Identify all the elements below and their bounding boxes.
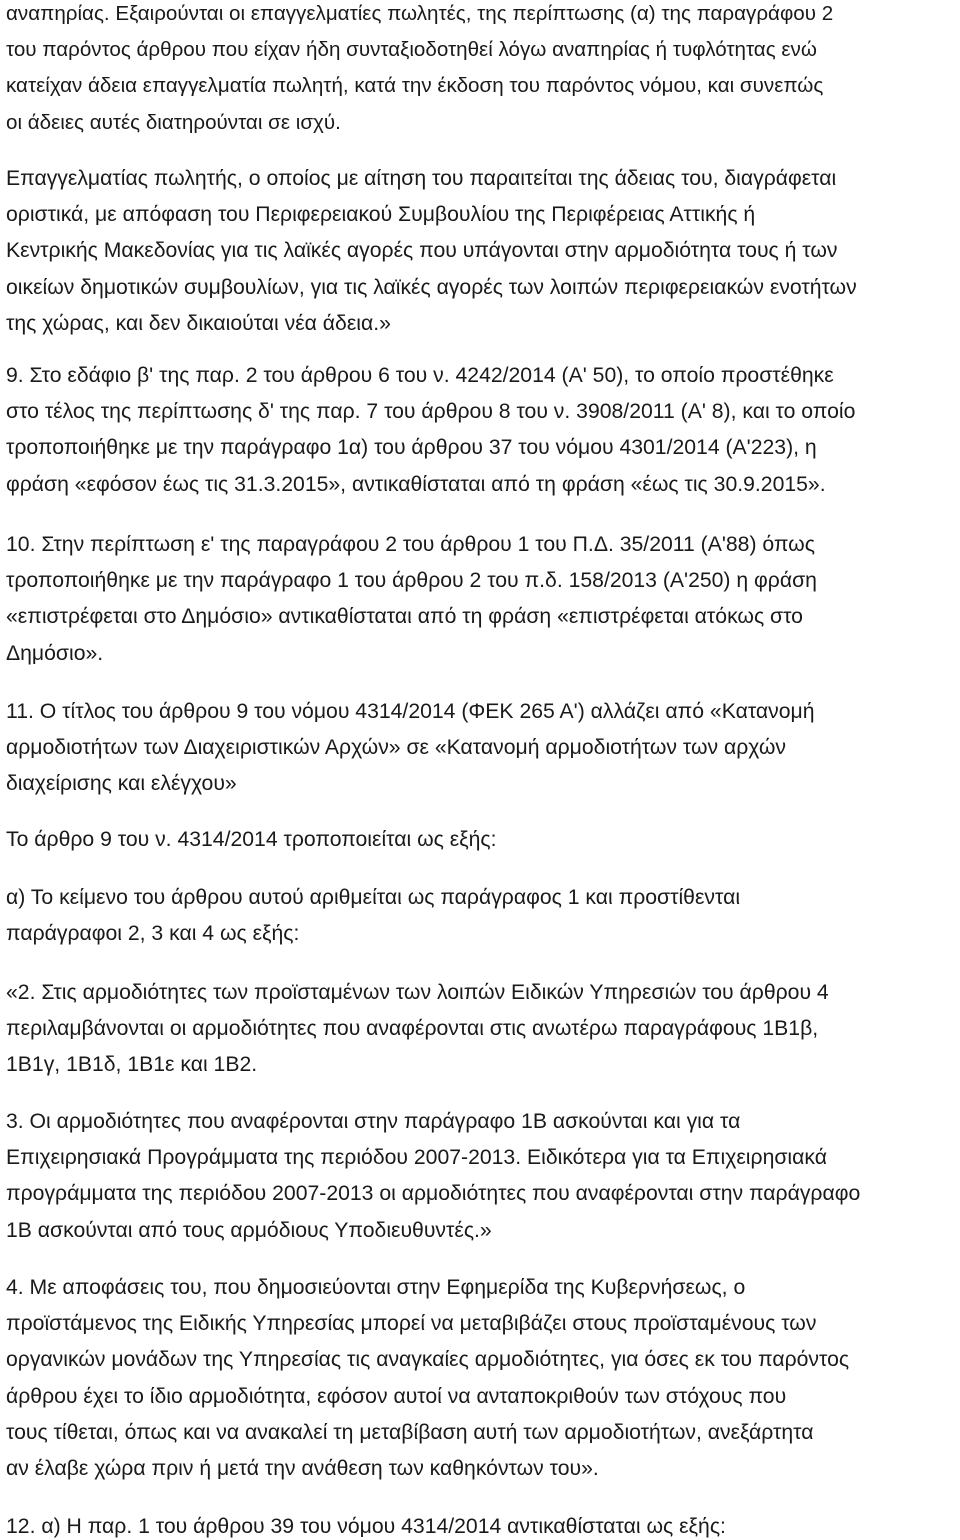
text-line: αρμοδιοτήτων των Διαχειριστικών Αρχών» σε «Κατανομή αρμοδιοτήτων των αρχών <box>6 736 786 760</box>
text-line: διαχείρισης και ελέγχου» <box>6 772 237 796</box>
text-line: 11. Ο τίτλος του άρθρου 9 του νόμου 4314/2014 (ΦΕΚ 265 Α') αλλάζει από «Κατανομή <box>6 700 815 723</box>
item-10 <box>6 527 956 672</box>
text-line: οι άδειες αυτές διατηρούνται σε ισχύ. <box>6 110 341 134</box>
text-line: «επιστρέφεται στο Δημόσιο» αντικαθίσταται από τη φράση «επιστρέφεται ατόκως στο <box>6 605 803 629</box>
text-line: αναπηρίας. Εξαιρούνται οι επαγγελματίες πωλητές, της περίπτωσης (α) της παραγράφου 2 <box>6 2 834 25</box>
text-line: στο τέλος της περίπτωσης δ' της παρ. 7 του άρθρου 8 του ν. 3908/2011 (Α' 8), και το οποίο <box>6 400 856 424</box>
text-line: 12. α) Η παρ. 1 του άρθρου 39 του νόμου 4314/2014 αντικαθίσταται ως εξής: <box>6 1515 726 1538</box>
text-line: οικείων δημοτικών συμβουλίων, για τις λαϊκές αγορές των λοιπών περιφερειακών ενοτήτων <box>6 275 857 299</box>
para-2 <box>6 975 956 1084</box>
text-line: προϊστάμενος της Ειδικής Υπηρεσίας μπορεί να μεταβιβάζει στους προϊσταμένους των <box>6 1312 817 1336</box>
item-11 <box>6 694 956 803</box>
text-line: άρθρου έχει το ίδιο αρμοδιότητα, εφόσον αυτοί να ανταποκριθούν των στόχους που <box>6 1384 787 1408</box>
text-line: φράση «εφόσον έως τις 31.3.2015», αντικαθίσταται από τη φράση «έως τις 30.9.2015». <box>6 472 826 496</box>
text-line: παράγραφοι 2, 3 και 4 ως εξής: <box>6 922 300 946</box>
text-line: αν έλαβε χώρα πριν ή μετά την ανάθεση των καθηκόντων του». <box>6 1457 599 1481</box>
text-line: 9. Στο εδάφιο β' της παρ. 2 του άρθρου 6 του ν. 4242/2014 (Α' 50), το οποίο προστέθηκε <box>6 364 834 387</box>
para-4 <box>6 1270 956 1487</box>
text-line: Το άρθρο 9 του ν. 4314/2014 τροποποιείται ως εξής: <box>6 828 497 851</box>
text-line: περιλαμβάνονται οι αρμοδιότητες που αναφέρονται στις ανωτέρω παραγράφους 1Β1β, <box>6 1017 819 1041</box>
text-line: α) Το κείμενο του άρθρου αυτού αριθμείται ως παράγραφος 1 και προστίθενται <box>6 886 741 909</box>
text-line: Επαγγελματίας πωλητής, ο οποίος με αίτηση του παραιτείται της άδειας του, διαγράφεται <box>6 167 837 190</box>
item-9 <box>6 358 956 503</box>
intro-paragraph <box>6 0 956 141</box>
text-line: 1Β ασκούνται από τους αρμόδιους Υποδιευθυντές.» <box>6 1218 492 1242</box>
item-12 <box>6 1509 956 1540</box>
text-line: του παρόντος άρθρου που είχαν ήδη συνταξιοδοτηθεί λόγω αναπηρίας ή τυφλότητας ενώ <box>6 38 817 62</box>
text-line: οριστικά, με απόφαση του Περιφερειακού Συμβουλίου της Περιφέρειας Αττικής ή <box>6 203 756 227</box>
resignation-paragraph <box>6 161 956 342</box>
text-line: τους τίθεται, όπως και να ανακαλεί τη μεταβίβαση αυτή των αρμοδιοτήτων, ανεξάρτητα <box>6 1420 814 1444</box>
text-line: της χώρας, και δεν δικαιούται νέα άδεια.» <box>6 311 391 335</box>
text-line: 10. Στην περίπτωση ε' της παραγράφου 2 του άρθρου 1 του Π.Δ. 35/2011 (Α'88) όπως <box>6 533 815 556</box>
text-line: 1Β1γ, 1Β1δ, 1Β1ε και 1Β2. <box>6 1053 258 1077</box>
text-line: προγράμματα της περιόδου 2007-2013 οι αρμοδιότητες που αναφέρονται στην παράγραφο <box>6 1182 861 1206</box>
para-3 <box>6 1104 956 1249</box>
sub-a <box>6 880 956 952</box>
text-line: Κεντρικής Μακεδονίας για τις λαϊκές αγορές που υπάγονται στην αρμοδιότητα τους ή των <box>6 239 838 263</box>
text-line: τροποποιήθηκε με την παράγραφο 1α) του άρθρου 37 του νόμου 4301/2014 (Α'223), η <box>6 436 817 460</box>
text-line: «2. Στις αρμοδιότητες των προϊσταμένων των λοιπών Ειδικών Υπηρεσιών του άρθρου 4 <box>6 981 829 1004</box>
text-line: τροποποιήθηκε με την παράγραφο 1 του άρθρου 2 του π.δ. 158/2013 (Α'250) η φράση <box>6 569 817 593</box>
text-line: 3. Οι αρμοδιότητες που αναφέρονται στην παράγραφο 1Β ασκούνται και για τα <box>6 1110 741 1133</box>
text-line: 4. Με αποφάσεις του, που δημοσιεύονται στην Εφημερίδα της Κυβερνήσεως, ο <box>6 1276 746 1299</box>
text-line: Δημόσιο». <box>6 641 104 665</box>
text-line: Επιχειρησιακά Προγράμματα της περιόδου 2007-2013. Ειδικότερα για τα Επιχειρησιακά <box>6 1146 827 1170</box>
text-line: οργανικών μονάδων της Υπηρεσίας τις αναγκαίες αρμοδιότητες, για όσες εκ του παρόντος <box>6 1348 850 1372</box>
article-9-intro <box>6 822 956 858</box>
text-line: κατείχαν άδεια επαγγελματία πωλητή, κατά την έκδοση του παρόντος νόμου, και συνεπώς <box>6 74 824 98</box>
